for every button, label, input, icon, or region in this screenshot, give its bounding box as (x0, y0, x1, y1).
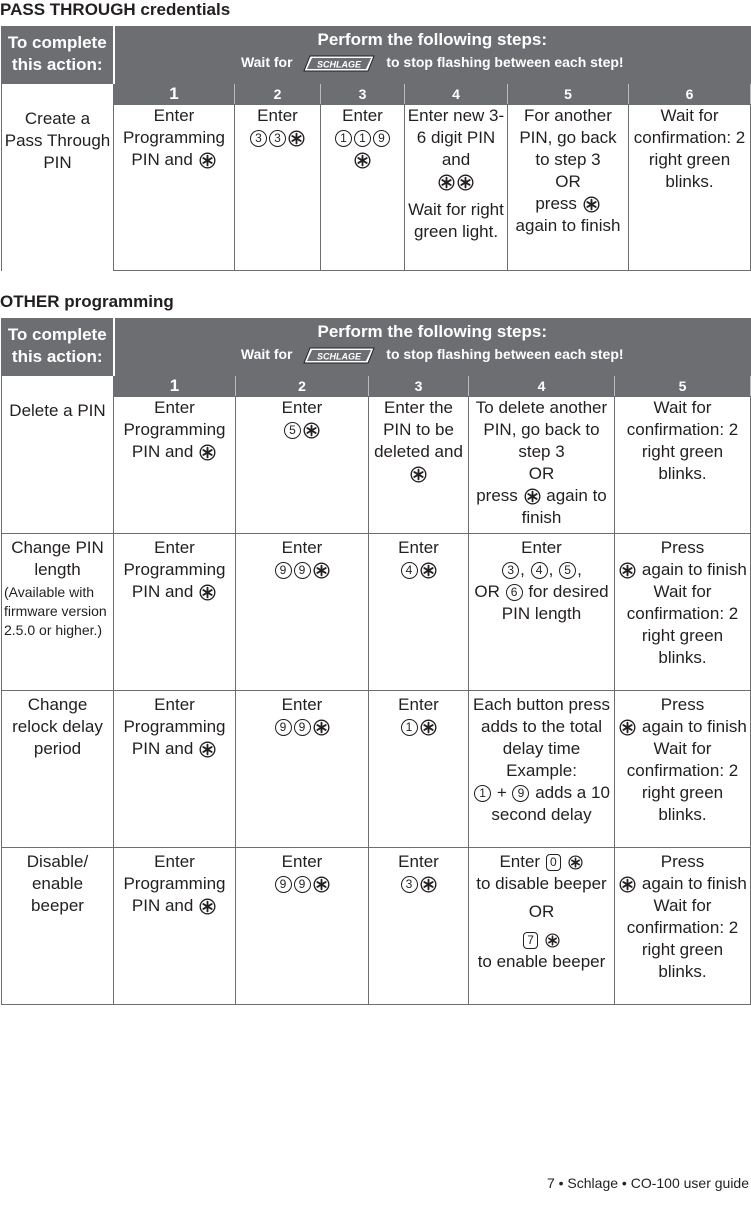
star-key-icon (303, 422, 320, 439)
key-9-icon: 9 (275, 719, 292, 736)
star-key-icon (420, 562, 437, 579)
steps-header-title: Perform the following steps: (317, 322, 548, 341)
delete-step-3: Enter the PIN to be deleted and (369, 397, 469, 534)
relock-step-5: Press again to finish Wait for confirmation: 2 right green blinks. (615, 691, 751, 848)
change-len-step-2: Enter 9 9 (236, 534, 369, 691)
step-number: 4 (469, 376, 615, 397)
other-programming-table (1, 318, 751, 1005)
firmware-note: (Available with firmware version 2.5.0 or higher.) (4, 584, 107, 638)
step-number: 3 (321, 84, 405, 105)
logo-text: SCHLAGE (317, 351, 362, 362)
action-create-pass-through-pin: Create a Pass Through PIN (2, 84, 114, 271)
step-number: 1 (114, 84, 235, 105)
change-len-step-5: Press again to finish Wait for confirmation: 2 right green blinks. (615, 534, 751, 691)
wait-suffix: to stop flashing between each step! (386, 54, 624, 70)
star-key-icon (583, 196, 600, 213)
delete-step-2: Enter 5 (236, 397, 369, 534)
wait-prefix: Wait for (240, 346, 293, 362)
star-key-icon (524, 488, 541, 505)
key-3-icon: 3 (502, 562, 519, 579)
star-key-icon (354, 152, 371, 169)
key-3-icon: 3 (269, 130, 286, 147)
key-9-icon: 9 (294, 876, 311, 893)
wait-suffix: to stop flashing between each step! (386, 346, 624, 362)
key-9-icon: 9 (294, 719, 311, 736)
key-9-icon: 9 (294, 562, 311, 579)
delete-step-1: Enter Programming PIN and (114, 397, 236, 534)
star-key-icon (199, 444, 216, 461)
pass-step-1: Enter Programming PIN and (114, 105, 235, 271)
other-programming-title: OTHER programming (0, 292, 174, 311)
star-key-icon (313, 562, 330, 579)
change-len-step-1: Enter Programming PIN and (114, 534, 236, 691)
star-key-icon (619, 876, 636, 893)
star-key-icon (199, 152, 216, 169)
star-key-icon (199, 584, 216, 601)
key-9-icon: 9 (512, 785, 529, 802)
steps-header (114, 319, 751, 376)
relock-step-1: Enter Programming PIN and (114, 691, 236, 848)
beeper-step-4: Enter 0 to disable beeper OR 7 to enable beeper (469, 848, 615, 1005)
star-key-icon (619, 562, 636, 579)
step-number: 4 (405, 84, 508, 105)
pass-step-5: For another PIN, go back to step 3 OR press again to finish (508, 105, 629, 271)
key-1-icon: 1 (335, 130, 352, 147)
action-change-pin-length: Change PIN length (Available with firmware version 2.5.0 or higher.) (2, 534, 114, 691)
relock-step-3: Enter 1 (369, 691, 469, 848)
relock-step-2: Enter 9 9 (236, 691, 369, 848)
star-key-icon (457, 174, 474, 191)
pass-through-table (1, 26, 751, 271)
key-9-icon: 9 (275, 876, 292, 893)
wait-instruction (115, 51, 751, 75)
step-number: 3 (369, 376, 469, 397)
key-9-icon: 9 (373, 130, 390, 147)
key-6-icon: 6 (506, 584, 523, 601)
pass-step-6: Wait for confirmation: 2 right green blinks. (629, 105, 751, 271)
wait-instruction (115, 343, 751, 367)
schlage-logo-icon (302, 347, 376, 364)
key-5-icon: 5 (559, 562, 576, 579)
schlage-logo-icon (302, 55, 376, 72)
action-delete-pin: Delete a PIN (2, 376, 114, 534)
star-key-icon (619, 719, 636, 736)
beeper-step-1: Enter Programming PIN and (114, 848, 236, 1005)
key-1-icon: 1 (401, 719, 418, 736)
step-number: 5 (615, 376, 751, 397)
key-1-icon: 1 (354, 130, 371, 147)
key-7-icon: 7 (523, 932, 538, 949)
delete-step-5: Wait for confirmation: 2 right green blinks. (615, 397, 751, 534)
star-key-icon (313, 719, 330, 736)
star-key-icon (199, 741, 216, 758)
change-len-step-3: Enter 4 (369, 534, 469, 691)
change-len-step-4: Enter 3 , 4 , 5 , OR 6 for desired PIN length (469, 534, 615, 691)
star-key-icon (420, 876, 437, 893)
step-number: 6 (629, 84, 751, 105)
star-key-icon (410, 466, 427, 483)
beeper-step-5: Press again to finish Wait for confirmation: 2 right green blinks. (615, 848, 751, 1005)
step-number: 2 (235, 84, 321, 105)
key-5-icon: 5 (284, 422, 301, 439)
beeper-step-3: Enter 3 (369, 848, 469, 1005)
pass-step-2: Enter 3 3 (235, 105, 321, 271)
pass-through-title: PASS THROUGH credentials (0, 0, 231, 19)
steps-header (114, 27, 751, 84)
key-3-icon: 3 (401, 876, 418, 893)
star-key-icon (199, 898, 216, 915)
beeper-step-2: Enter 9 9 (236, 848, 369, 1005)
key-4-icon: 4 (531, 562, 548, 579)
star-key-icon (313, 876, 330, 893)
star-key-icon (545, 933, 560, 948)
page-footer: 7 • Schlage • CO-100 user guide (546, 1175, 749, 1191)
key-1-icon: 1 (474, 785, 491, 802)
key-0-icon: 0 (546, 854, 561, 871)
star-key-icon (438, 174, 455, 191)
steps-header-title: Perform the following steps: (317, 30, 548, 49)
key-3-icon: 3 (250, 130, 267, 147)
step-number: 1 (114, 376, 236, 397)
star-key-icon (288, 130, 305, 147)
star-key-icon (568, 855, 583, 870)
action-disable-enable-beeper: Disable/ enable beeper (2, 848, 114, 1005)
step-number: 5 (508, 84, 629, 105)
key-4-icon: 4 (401, 562, 418, 579)
star-key-icon (420, 719, 437, 736)
delete-step-4: To delete another PIN, go back to step 3 OR press again to finish (469, 397, 615, 534)
wait-prefix: Wait for (240, 54, 293, 70)
relock-step-4: Each button press adds to the total delay time Example: 1 + 9 adds a 10 second delay (469, 691, 615, 848)
pass-step-4: Enter new 3-6 digit PIN and Wait for right green light. (405, 105, 508, 271)
action-change-relock-delay: Change relock delay period (2, 691, 114, 848)
action-header: To complete this action: (2, 27, 114, 84)
logo-text: SCHLAGE (317, 59, 362, 70)
action-header: To complete this action: (2, 319, 114, 376)
key-9-icon: 9 (275, 562, 292, 579)
step-number: 2 (236, 376, 369, 397)
pass-step-3: Enter 1 1 9 (321, 105, 405, 271)
